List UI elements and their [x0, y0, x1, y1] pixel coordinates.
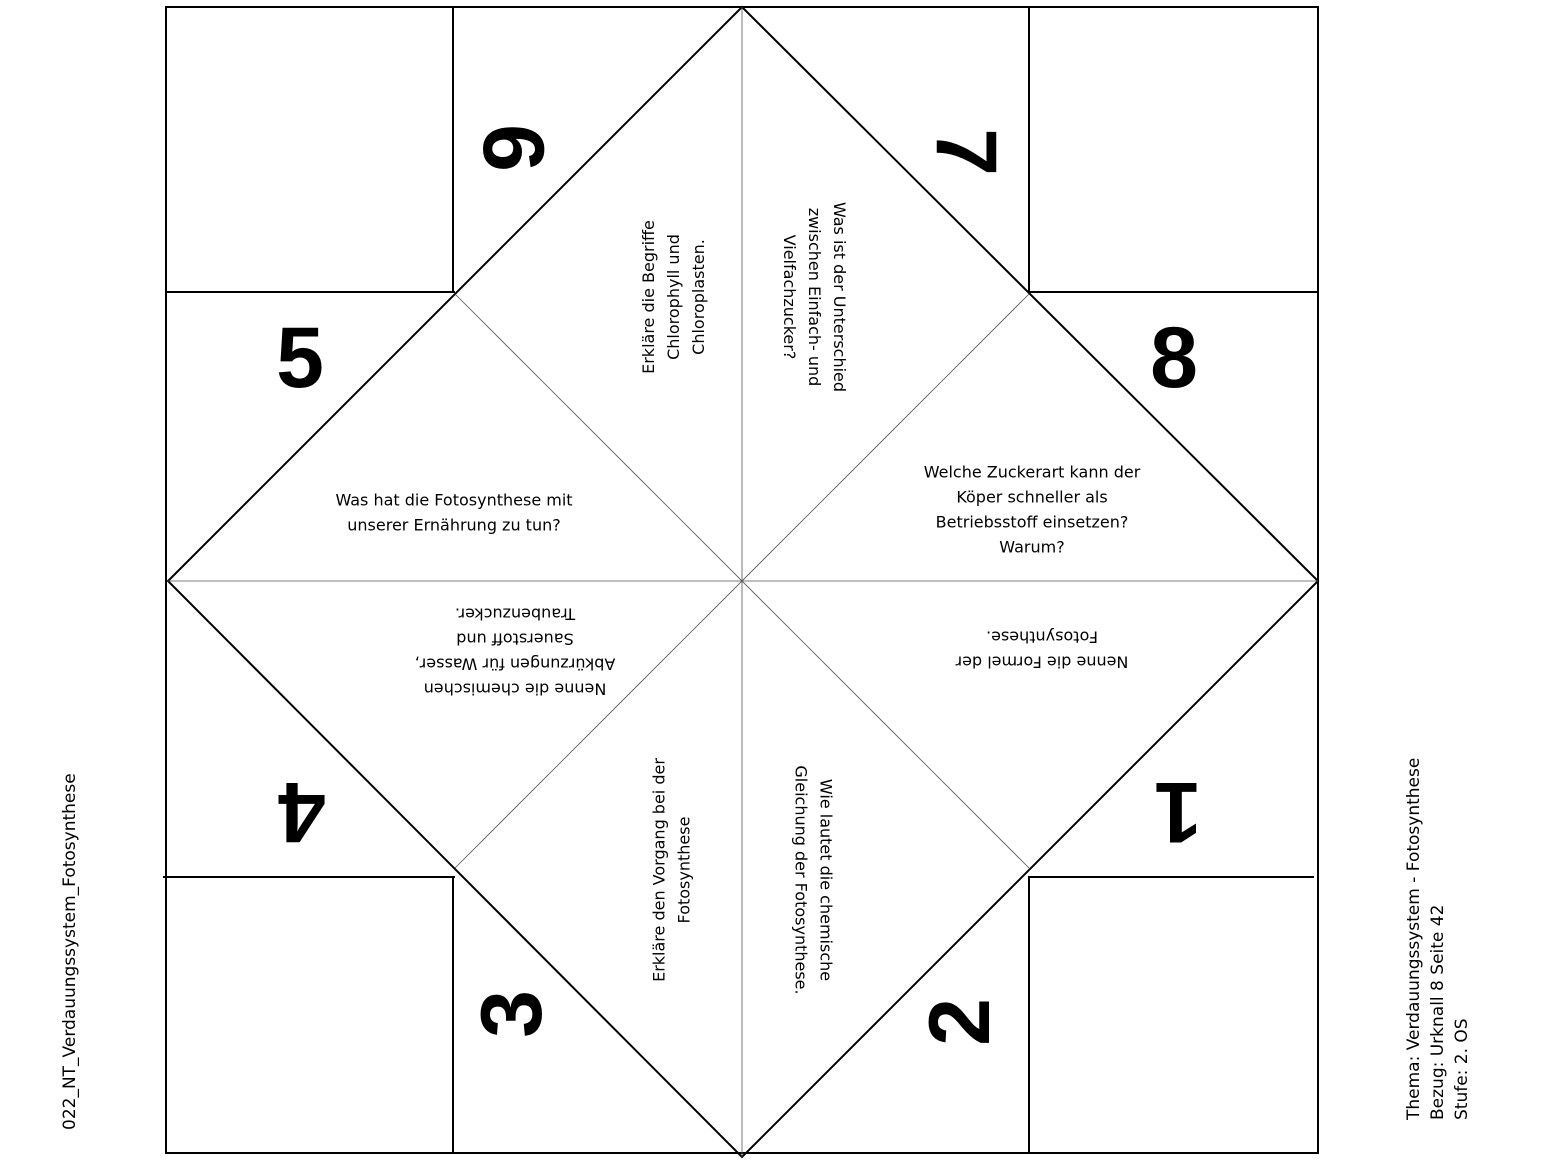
question-line: Erkläre die Begriffe — [639, 220, 658, 374]
number-6: 6 — [465, 124, 561, 172]
number-1: 1 — [1154, 764, 1202, 860]
question-line: Fotosynthese. — [986, 627, 1098, 647]
question-line: Abkürzungen für Wasser, — [414, 654, 616, 674]
number-4: 4 — [278, 764, 326, 860]
question-bottom-right — [792, 765, 836, 994]
question-line: Erkläre den Vorgang bei der — [649, 758, 669, 982]
question-line: Traubenzucker. — [454, 604, 576, 624]
number-3: 3 — [464, 990, 560, 1038]
question-line: Betriebsstoff einsetzen? — [935, 512, 1129, 532]
question-line: unserer Ernährung zu tun? — [347, 515, 561, 535]
question-line: Warum? — [999, 537, 1065, 557]
question-left-lower — [415, 605, 616, 699]
question-top-right — [780, 202, 849, 392]
question-left-upper — [335, 491, 572, 535]
question-line: Welche Zuckerart kann der — [923, 462, 1141, 482]
meta-bezug: Bezug: Urknall 8 Seite 42 — [1428, 904, 1448, 1120]
question-line: zwischen Einfach- und — [805, 207, 824, 387]
question-line: Chlorophyll und — [664, 234, 683, 360]
number-8: 8 — [1150, 310, 1198, 406]
question-line: Nenne die Formel der — [955, 652, 1129, 672]
question-line: Köper schneller als — [956, 487, 1108, 507]
number-7: 7 — [918, 128, 1014, 176]
question-line: Was hat die Fotosynthese mit — [335, 490, 573, 510]
question-right-upper — [924, 463, 1141, 557]
question-line: Nenne die chemischen — [423, 679, 607, 699]
question-line: Was ist der Unterschied — [830, 201, 849, 393]
meta-thema: Thema: Verdauungssystem - Fotosynthese — [1404, 757, 1424, 1120]
question-line: Fotosynthese — [674, 816, 694, 924]
question-line: Gleichung der Fotosynthese. — [791, 765, 811, 995]
question-right-lower — [955, 628, 1128, 672]
number-5: 5 — [276, 310, 324, 406]
number-2: 2 — [912, 998, 1008, 1046]
file-label: 022_NT_Verdauungssystem_Fotosynthese — [60, 773, 80, 1130]
question-line: Vielfachzucker? — [780, 234, 799, 360]
meta-stufe: Stufe: 2. OS — [1452, 1018, 1472, 1120]
fold-lines — [168, 7, 1318, 1157]
question-bottom-left — [650, 758, 694, 982]
question-line: Sauerstoff und — [456, 629, 574, 649]
question-top-left — [639, 220, 708, 374]
question-line: Chloroplasten. — [689, 239, 708, 355]
question-line: Wie lautet die chemische — [816, 778, 836, 982]
